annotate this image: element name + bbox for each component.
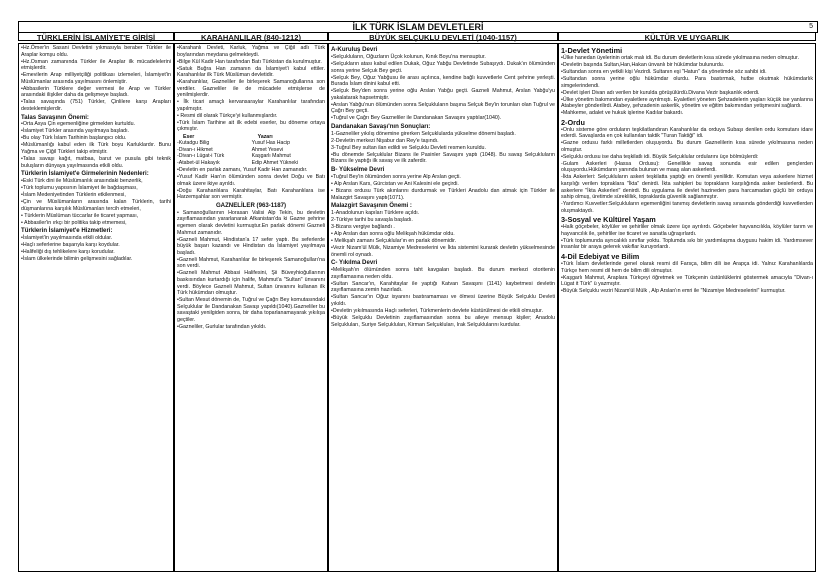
section-heading: Türklerin İslamiyet'e Hizmetleri: bbox=[21, 227, 113, 235]
paragraph: •Gazne ordusu farklı milletlerden oluşuyordu. Bu durum Gaznelilerin kısa sürede yıkılmasına neden olmuştur. bbox=[561, 140, 813, 153]
list-item: 3-Tuğrul Bey sultan ilan edildi ve Selçuklu Devleti resmen kuruldu. bbox=[331, 144, 486, 151]
column-kultur bbox=[558, 43, 816, 572]
list-item: •Talas savaşı kağıt, matbaa, barut ve pusula gibi teknik buluşların dünyaya yayılmasında etkili oldu. bbox=[21, 156, 171, 169]
paragraph: •Büyük Selçuklu Devletinin zayıflamasından sonra bu aileye mensup kişiler; Anadolu Selçukluları, Suriye Selçukluları, Kirman Selçukluları, Irak Selçuklularını kurdular. bbox=[331, 314, 555, 328]
list-item: •Çin ve Müslümanların arasında kalan Türklerin, tarihi düşmanlarına karşılık Müslümanları tercih etmeleri, bbox=[21, 199, 171, 212]
paragraph: -Gulam Askerleri (Hassa Ordusu): Genellikle savaş sonunda esir edilen gençlerden oluşuyordu.Hükümdarın yanında bulunan ve maaş alan askerlerdi. bbox=[561, 160, 813, 174]
list-item: •Haçlı seferlerine başarıyla karşı koydular. bbox=[21, 242, 120, 249]
paragraph: •Karahanlılar, Gazneliler ile birleşerek Samanoğullarına son verdiler. Gazneliler ile de mücadele etmişlerse de yenilmişlerdir. bbox=[177, 79, 325, 99]
paragraph: •Hz.Osman zamanında Türkler ile Araplar ilk mücadelelerini etmişlerdir. bbox=[21, 58, 171, 72]
paragraph: •Ülke yönetim bakımından eyaletlere ayrılmıştı. Eyaletleri yöneten Şehzadelerin yaşları küçük ise yanlarına Atabeyler gönderilirdi. Atabey, şehzadenin askerlik, yönetim ve eğitim bakımından yetişmesini sağlardı. bbox=[561, 96, 813, 110]
work-title: -Atabet-ül Hakayık bbox=[177, 159, 220, 166]
paragraph: •Halk göçebeler, köylüler ve şehirliler olmak üzere üçe ayrılırdı. Göçebeler hayvancılıkla, köylüler tarım ve hayvancılık ile, şehirliler ise ticaret ve sanatla uğraşırlardı. bbox=[561, 224, 813, 237]
paragraph: •Devletin başında Sultan,Han,Hakan ünvanlı bir hükümdar bulunurdu. bbox=[561, 61, 725, 68]
section-heading: A-Kuruluş Devri bbox=[331, 46, 378, 53]
paragraph: • Alp Arslan Kars, Gürcistan ve Ani Kalesini ele geçirdi. bbox=[331, 180, 459, 187]
section-heading: Talas Savaşının Önemi: bbox=[21, 113, 89, 121]
page-number: 5 bbox=[809, 23, 813, 30]
section-heading: 4-Dil Edebiyat ve Bilim bbox=[561, 252, 640, 262]
paragraph: •Tuğrul ve Çağrı Bey Gazneliler ile Dandanakan Savaşını yaptılar(1040). bbox=[331, 115, 502, 122]
page-title: İLK TÜRK İSLAM DEVLETLERİ bbox=[352, 22, 484, 32]
section-heading: 1-Devlet Yönetimi bbox=[561, 46, 623, 55]
list-item: 2-Türkiye tarihi bu savaşla başladı. bbox=[331, 217, 413, 224]
works-table bbox=[177, 134, 325, 166]
paragraph: •Gazneli Mahmut Abbasi Halifesini, Şii Büveyhioğullarının baskısından kurtardığı için halife, Mahmut'a "Sultan" ünvanını verdi. Böylece Gazneli Mahmut, Sultan ünvanını kullanan ilk Türk hükümdarı olmuştur. bbox=[177, 270, 325, 297]
paragraph: •Kaşgarlı Mahmut, Araplara Türkçeyi öğretmek ve Türkçenin üstünlüklerini göstermek amacıyla "Divan-ı Lügat it Türk" ü yazmıştır. bbox=[561, 274, 813, 288]
list-item: •Bu dönemde Selçuklular Bizans ile Pasinler Savaşını yaptı (1048). Bu savaş Selçukluların Bizans ile yaptığı ilk savaş ve ilk zaferdir. bbox=[331, 151, 555, 165]
paragraph: •Bilge Kül Kadir Han tarafından Batı Türkistan da kurulmuştur. bbox=[177, 58, 322, 65]
list-item: • Türklerin Müslüman tüccarlar ile ticaret yapması, bbox=[21, 212, 139, 219]
list-item: •İslamiyet'in yayılmasında etkili oldular. bbox=[21, 235, 113, 242]
work-author: Yusuf Has Hacip bbox=[251, 140, 291, 147]
paragraph: •Devletin yıkılmasında Haçlı seferleri, Türkmenlerin devlete küstürülmesi de etkili olmuştur. bbox=[331, 307, 543, 314]
paragraph: •Gazneli Mahmut, Karahanlılar ile birleşerek Samanoğulları'na son verdi. bbox=[177, 256, 325, 270]
paragraph: • Samanoğullarının Horasan Valisi Alp Tekin, bu devletin zayıflamasından yararlanarak Afkanistan'da ki Gazne şehrine egemen olarak devletini kurmuştur.En parlak dönemi Gazneli Mahmut zamanıdır. bbox=[177, 209, 325, 236]
column-header-row bbox=[18, 32, 818, 41]
list-item: •Vezir Nizam'ül Mülk, Nizamiye Medreselerini ve İkta sistemini kurarak devletin yükselmesinde önemli rol oynadı. bbox=[331, 245, 555, 258]
paragraph: • Bizans ordusu Türk akınlarını durdurmak ve Türkleri Anadolu dan atmak için Türkler ile Malazgirt Savaşını yaptı(1071). bbox=[331, 187, 555, 201]
paragraph: •Türk İslam Tarihine ait ilk edebi eserler, bu döneme ortaya çıkmıştır. bbox=[177, 119, 325, 133]
paragraph: •Melikşah'ın ölümünden sonra taht kavgaları başladı. Bu durum merkezi otoritenin zayıflamasına neden oldu. bbox=[331, 267, 555, 280]
paragraph: •Sultan Sancar'ın, Karahitaylar ile yaptığı Katvan Savaşını (1141) kaybetmesi devletin zayıflamasına zemin hazırladı. bbox=[331, 280, 555, 294]
paragraph: •Emevilerin Arap milliyetçiliği politikası izlemeleri, İslamiyet'in Müslümanlar arasında yayılmasını önlemiştir. bbox=[21, 72, 171, 85]
list-item: 2-Devletin merkezi Nişabur dan Rey'e taşındı. bbox=[331, 137, 439, 144]
list-item: •İslamiyet Türkler arasında yayılmaya başladı. bbox=[21, 128, 130, 135]
list-item: •Müslümanlığı kabul eden ilk Türk boyu Karluklardır. Bunu Yağma ve Çiğil Türkleri takip etmiştir. bbox=[21, 142, 171, 156]
paragraph: •Ülke hanedan üyelerinin ortak malı idi. Bu durum devletlerin kısa sürede yıkılmasına neden olmuştur. bbox=[561, 54, 799, 61]
paragraph: -Yardımcı Kuvvetler:Selçukluların egemenliğini tanımış devletlerin savaş sırasında gönderdiği kuvvetlerden oluşmaktaydı. bbox=[561, 201, 813, 214]
paragraph: •Sultandan sonra en yetkili kişi Vezirdi. Sultanın eşi "Hatun" da yönetimde söz sahibi idi. bbox=[561, 68, 767, 75]
section-heading: C- Yıkılma Devri bbox=[331, 259, 378, 267]
paragraph: •Devlet işleri Divan adı verilen bir kurulda görüşülürdü.Divana Vezir başkanlık ederdi. bbox=[561, 89, 760, 96]
paragraph: •Türk İslam devletlerinde genel olarak resmi dil Farsça, bilim dili ise Arapça idi. Yalnız Karahanlılarda Türkçe hem resmi dil hem de bilim dili olmuştur. bbox=[561, 261, 813, 274]
paragraph: •Doğu Karahanlılara Karahitaylar, Batı Karahanlılara ise Harzemşahlar son vermiştir. bbox=[177, 187, 325, 201]
paragraph: • İlk ticari amaçlı kervansaraylar Karahanlılar tarafından yapılmıştır. bbox=[177, 99, 325, 112]
section-heading: 3-Sosyal ve Kültürel Yaşam bbox=[561, 215, 656, 225]
section-heading: 2-Ordu bbox=[561, 117, 585, 127]
paragraph: •Yusuf Kadir Han'ın ölümünden sonra devlet Doğu ve Batı olmak üzere ikiye ayrıldı. bbox=[177, 174, 325, 187]
paragraph: •Selçuklu ordusu ise daha teşkilatlı idi. Büyük Selçuklular ordularını üçe bölmüşlerdi: bbox=[561, 153, 759, 160]
paragraph: •Sultan Sancar'ın Oğuz isyanını bastıramaması ve ölmesi üzerine Büyük Selçuklu Devleti yıkıldı. bbox=[331, 294, 555, 307]
header-kultur: KÜLTÜR VE UYGARLIK bbox=[558, 32, 816, 41]
paragraph: •Karahanlı Devleti, Karluk, Yağma ve Çiğil adlı Türk boylarından meydana gelmekteydi. bbox=[177, 45, 325, 58]
section-heading: Türklerin İslamiyet'e Girmelerinin Nedenleri: bbox=[21, 170, 149, 178]
work-author: Edip Ahmet Yükneki bbox=[251, 159, 298, 166]
paragraph: •Selçuk Bey'den sonra yerine oğlu Arslan Yabğu geçti. Gazneli Mahmut, Arslan Yabğu'yu yakalatarak hapsetmiştir. bbox=[331, 88, 555, 101]
section-heading: Dandanakan Savaşı'nın Sonuçları: bbox=[331, 122, 431, 130]
header-karahanlilar: KARAHANLILAR (840-1212) bbox=[174, 32, 328, 41]
paragraph: •Selçukların atası kabul edilen Dukak, Oğuz Yabğu Devletinde Subaşıydı. Dukak'ın ölümünden sonra yerine Selçuk Bey geçti. bbox=[331, 60, 555, 74]
paragraph: •Sultan Mesut dönemin de, Tuğrul ve Çağrı Bey komutasındaki Selçuklular ile Dandanakan Savaşı yapıldı(1040).Gazneliler bu savaştaki yenilgiden sonra, bir daha toparlanamayarak yıkılışa geçtiler. bbox=[177, 297, 325, 323]
list-item: • Alp Arslan dan sonra oğlu Melikşah hükümdar oldu. bbox=[331, 231, 455, 238]
column-karahanlilar bbox=[174, 43, 328, 572]
paragraph: • Resmi dil olarak Türkçe'yi kullanmışlardır. bbox=[177, 112, 278, 119]
list-item: •Halifeliği dış tehlikelere karşı korudular. bbox=[21, 249, 115, 256]
header-turks-islam: TÜRKLERİN İSLAMİYET'E GİRİŞİ bbox=[18, 32, 174, 41]
works-header-yazar: Yazarı bbox=[257, 134, 273, 141]
list-item: •İslam Medeniyetinden Türklerin etkilenmesi, bbox=[21, 192, 126, 199]
header-selcuklu: BÜYÜK SELÇUKLU DEVLETİ (1040-1157) bbox=[328, 32, 558, 41]
paragraph: •Gazneli Mahmut, Hindistan'a 17 sefer yaptı. Bu seferlerde büyük başarı kazandı ve Hindistan da İslamiyet yayılmaya başladı. bbox=[177, 236, 325, 256]
list-item: •Türk toplumu yapısının İslamiyet ile bağdaşması, bbox=[21, 185, 138, 192]
section-heading: GAZNELİLER (963-1187) bbox=[215, 201, 287, 209]
work-author: Ahmet Yesevi bbox=[251, 146, 284, 153]
paragraph: •Arslan Yabğu'nun ölümünden sonra Selçukluların başına Selçuk Bey'in torunları olan Tuğrul ve Çağrı Bey geçti. bbox=[331, 101, 555, 115]
paragraph: •Selçuk Bey, Oğuz Yabğusu ile arası açılınca, kendine bağlı kuvvetlerle Cent şehrine yerleşti. Burada İslam dinini kabul etti. bbox=[331, 74, 555, 88]
paragraph: •Büyük Selçuklu veziri Nizam'ül Mülk , Alp Arslan'ın emri ile "Nizamiye Medreselerini" kurmuştur. bbox=[561, 288, 786, 295]
paragraph: •Mahkeme, adalet ve hukuk işlerine Kadılar bakardı. bbox=[561, 110, 684, 117]
paragraph: -İkta Askerleri: Selçukluların askeri teşkilatta yaptığı en önemli yeniliktir. Komutan veya askerlere hizmet karşılığı verilen topraklara "İkta" denirdi. İkta sahipleri bu toprakların karşılığında asker beslerlerdi. Bu askerlere "İkta Askerleri" denirdi. Bu uygulama ile devlet hazineden para harcamadan güçlü bir orduya sahip olmuş, üretimde sürekliliık, topraklarda güvenlik sağlanmıştır. bbox=[561, 174, 813, 201]
list-item: • Abbasiler'in ırkçı bir politika takip etmemesi, bbox=[21, 219, 127, 226]
paragraph: •Devletin en parlak zamanı, Yusuf Kadir Han zamanıdır. bbox=[177, 167, 308, 174]
list-item: • Melikşah zamanı Selçuklular'ın en parlak dönemidir. bbox=[331, 238, 457, 245]
paragraph: •Hz.Ömer'in Sasani Devletini yıkmasıyla beraber Türkler ile Araplar komşu oldu. bbox=[21, 45, 171, 58]
column-selcuklu bbox=[328, 43, 558, 572]
paragraph: •Satuk Buğra Han zamanın da İslamiyet'i kabul ettiler. Karahanlılar ilk Türk Müslüman devletidir. bbox=[177, 65, 325, 79]
section-heading: Malazgirt Savaşının Önemi : bbox=[331, 202, 412, 210]
paragraph: •Selçukluların, Oğuzların Üçok kolunun, Kınık Boyu'na mensuptur. bbox=[331, 53, 486, 60]
paragraph: •Sultandan sonra yerine oğlu hükümdar olurdu. Para bastırmak, hutbe okutmak hükümdarlık simgelerindendi. bbox=[561, 75, 813, 89]
paragraph: •Türk toplumunda ayrıcalıklı sınıflar yoktu. Toplumda sıkı bir yardımlaşma duygusu hakim idi. Yardımsever insanlar bir araya gelerek vakıflar kuruyorlardı. bbox=[561, 237, 813, 251]
list-item: 1-Gazneliler yıkılış dönemine girerken Selçuklularda yükselme dönemi başladı. bbox=[331, 130, 516, 137]
work-title: -Divan-ı Lügat-i Türk bbox=[177, 153, 225, 160]
column-turks-islam bbox=[18, 43, 174, 572]
works-header-eser: Eser bbox=[183, 134, 195, 141]
list-item: 1-Anadolunun kapıları Türklere açıldı. bbox=[331, 210, 420, 217]
work-author: Kaşgarlı Mahmut bbox=[251, 153, 291, 160]
list-item: •Bu olay Türk İslam Tarihinin başlangıcı oldu. bbox=[21, 135, 127, 142]
section-heading: B- Yükselme Devri bbox=[331, 166, 385, 173]
paragraph: •Gazneliler, Gurlular tarafından yıkıldı. bbox=[177, 323, 267, 330]
paragraph: •Talas savaşında (751) Türkler, Çinlilere karşı Arapları desteklemişlerdir. bbox=[21, 99, 171, 112]
list-item: •Eski Türk dini ile Müslümanlık arasındaki benzerlik, bbox=[21, 178, 143, 185]
list-item: •Orta Asya Çin egemenliğine girmekten kurtuldu. bbox=[21, 121, 136, 128]
list-item: •İslam ülkelerinde bilimin gelişmesini sağladılar. bbox=[21, 256, 133, 263]
list-item: 3-Bizans vergiye bağlandı . bbox=[331, 224, 395, 231]
work-title: -Divan-ı Hikmet bbox=[177, 146, 213, 153]
paragraph: •Onlu sisteme göre orduların teşkilatlandıran Karahanlılar da orduya Subaşı denilen ordu komutanı idare ederdi. Savaşlarda en çok kullanılan taktik "Turan Taktiği" idi. bbox=[561, 126, 813, 140]
paragraph: •Tuğrul Bey'in ölümünden sonra yerine Alp Arslan geçti. bbox=[331, 173, 461, 180]
table-row bbox=[177, 160, 325, 166]
work-title: -Kutadgu Bilig bbox=[177, 140, 210, 147]
paragraph: •Abbasilerin Türklere değer vermesi ile Arap ve Türkler arasındaki ilişkiler daha da gelişmeye başladı. bbox=[21, 85, 171, 99]
